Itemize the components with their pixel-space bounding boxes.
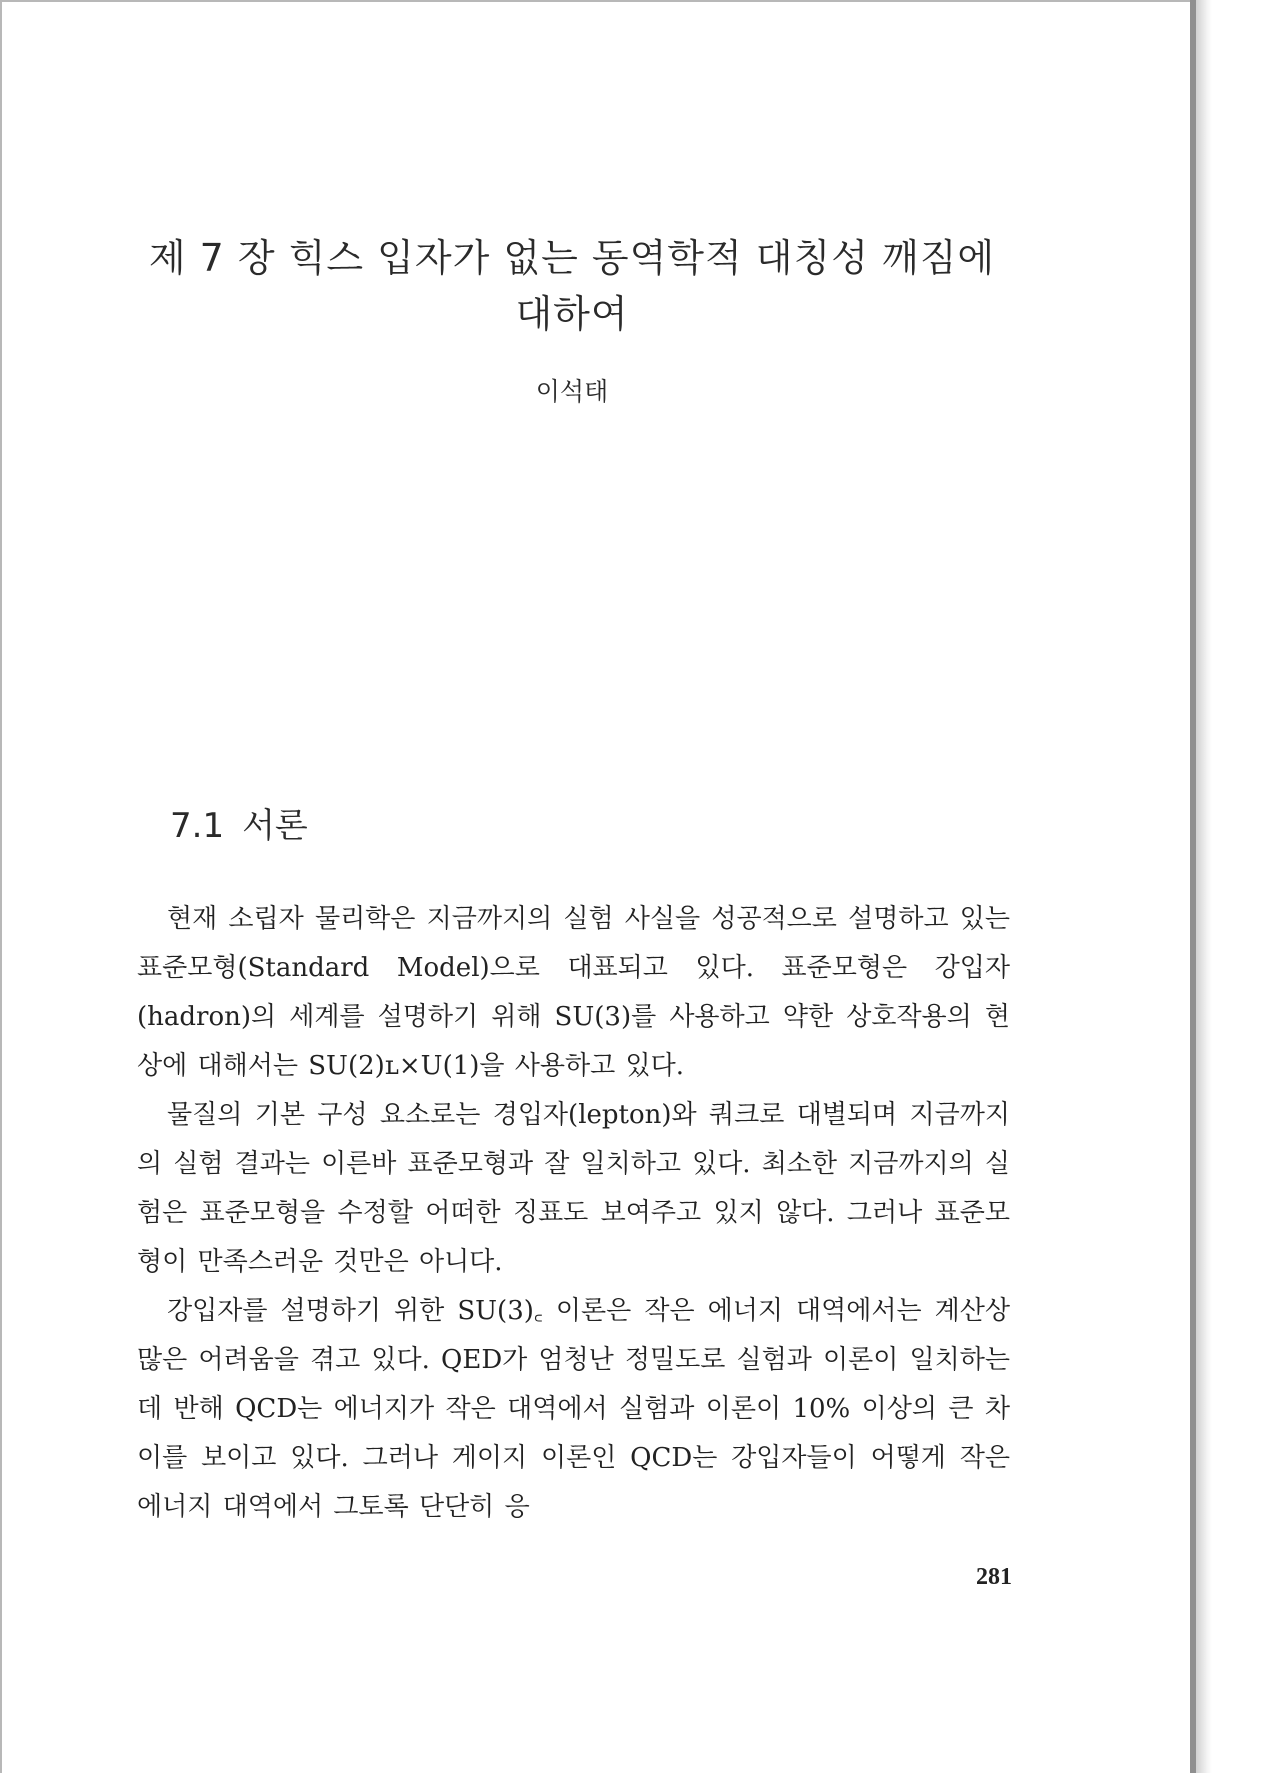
- chapter-title-line-2: 대하여: [515, 292, 629, 336]
- chapter-title: [132, 230, 1012, 342]
- section-title: 서론: [242, 806, 308, 846]
- section-heading: [170, 804, 308, 848]
- paragraph: 현재 소립자 물리학은 지금까지의 실험 사실을 성공적으로 설명하고 있는 표준모형(Standard Model)으로 대표되고 있다. 표준모형은 강입자(hadron)의 세계를 설명하기 위해 SU(3)를 사용하고 약한 상호작용의 현상에 대해서는 SU(2)ʟ×U(1)을 사용하고 있다.: [137, 904, 1010, 1081]
- body-text: [137, 895, 1010, 1532]
- author-name: 이석태: [535, 377, 609, 406]
- page-number: 281: [976, 1564, 1012, 1590]
- paragraph: 물질의 기본 구성 요소로는 경입자(lepton)와 쿼크로 대별되며 지금까지의 실험 결과는 이른바 표준모형과 잘 일치하고 있다. 최소한 지금까지의 실험은 표준모형을 수정할 어떠한 징표도 보여주고 있지 않다. 그러나 표준모형이 만족스러운 것만은 아니다.: [137, 1100, 1010, 1277]
- page-shadow: [1196, 0, 1212, 1773]
- paragraph: 강입자를 설명하기 위한 SU(3)꜀ 이론은 작은 에너지 대역에서는 계산상 많은 어려움을 겪고 있다. QED가 엄청난 정밀도로 실험과 이론이 일치하는 데 반해 QCD는 에너지가 작은 대역에서 실험과 이론이 10% 이상의 큰 차이를 보이고 있다. 그러나 게이지 이론인 QCD는 강입자들이 어떻게 작은 에너지 대역에서 그토록 단단히 응: [137, 1296, 1010, 1522]
- chapter-title-line-1: 제 7 장 힉스 입자가 없는 동역학적 대칭성 깨짐에: [148, 236, 996, 280]
- section-number: 7.1: [170, 806, 225, 846]
